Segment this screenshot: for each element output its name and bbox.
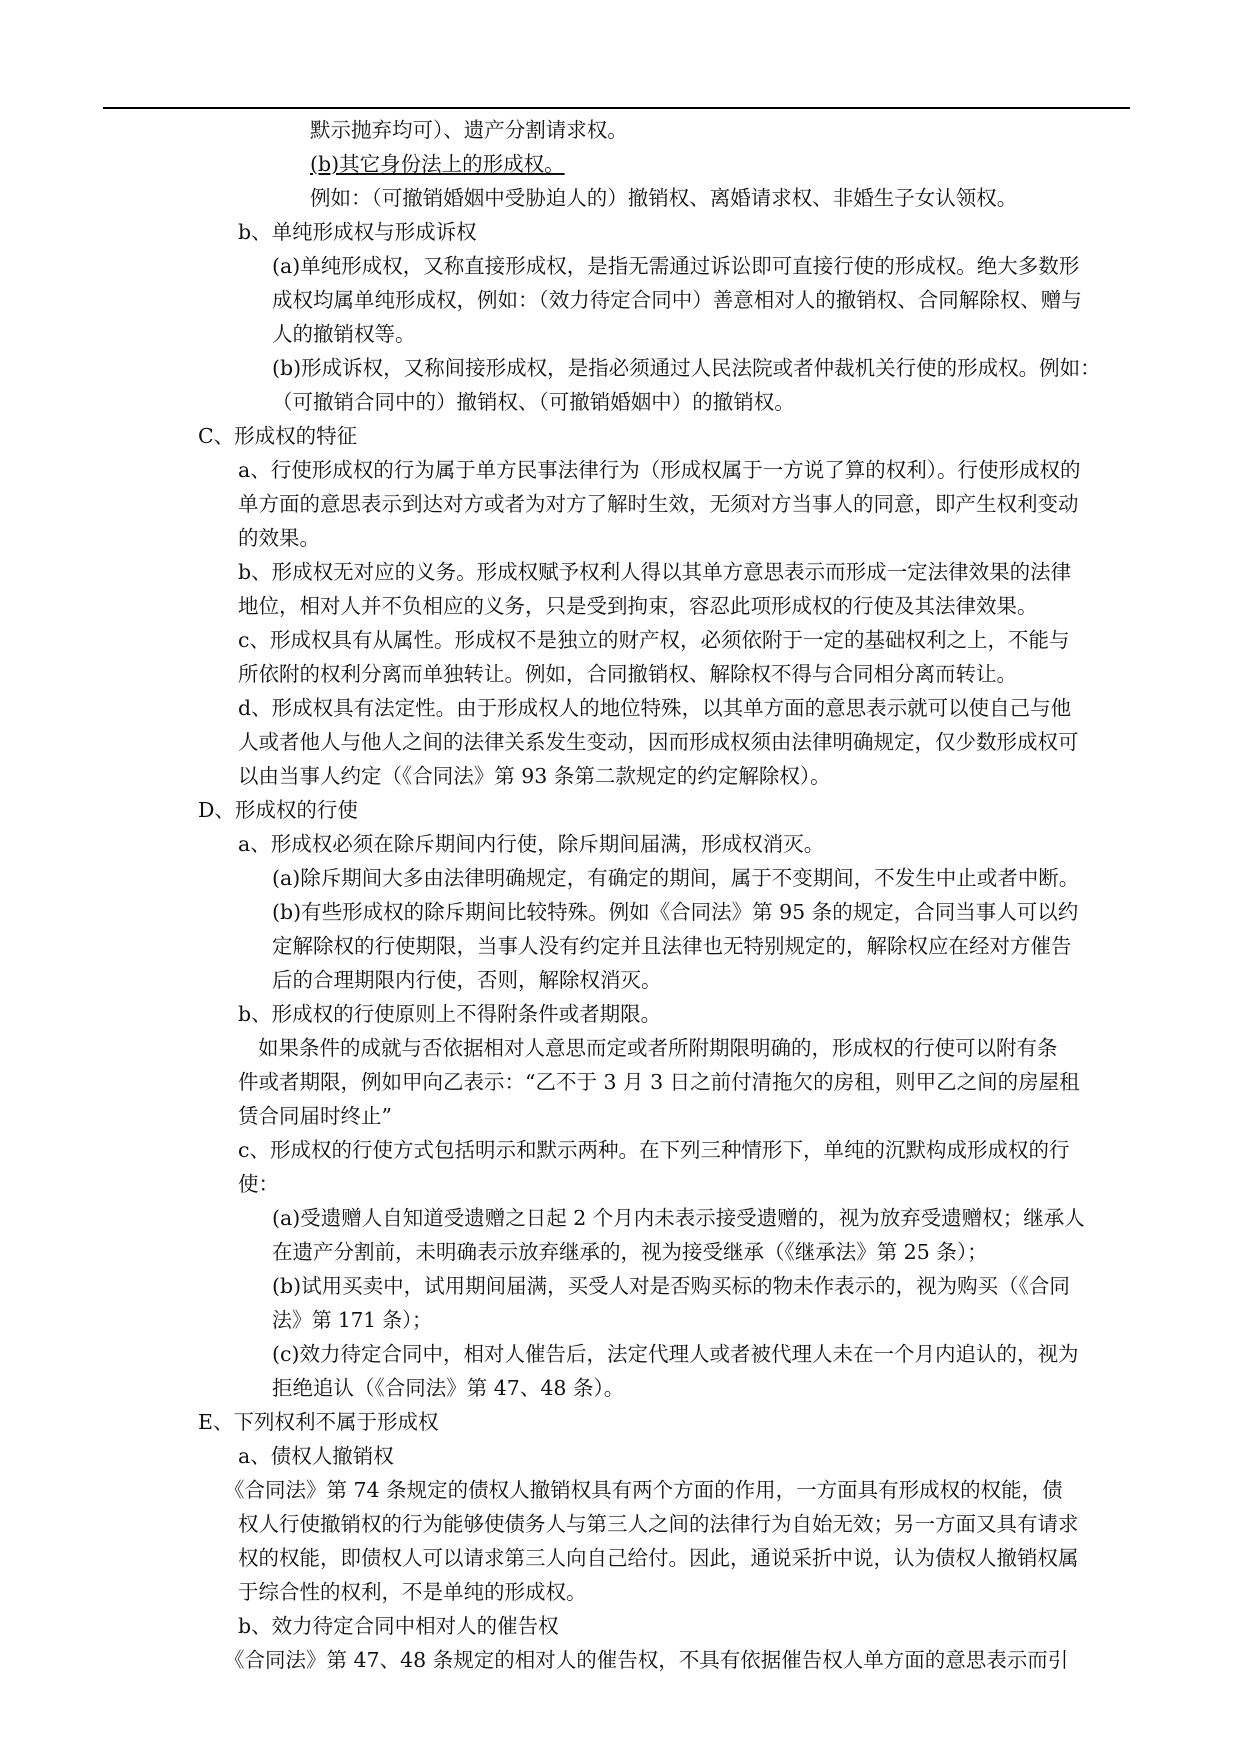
text-line: 《合同法》第 47、48 条规定的相对人的催告权，不具有依据催告权人单方面的意思表示而引 <box>224 1648 1069 1672</box>
text-line: 于综合性的权利，不是单纯的形成权。 <box>238 1580 587 1604</box>
text-line: 默示抛弃均可）、遗产分割请求权。 <box>310 118 628 142</box>
text-line: 权人行使撤销权的行为能够使债务人与第三人之间的法律行为自始无效；另一方面又具有请求 <box>238 1512 1079 1536</box>
text-line: 法》第 171 条）； <box>272 1308 432 1332</box>
text-line: 所依附的权利分离而单独转让。例如，合同撤销权、解除权不得与合同相分离而转让。 <box>238 662 1017 686</box>
text-line: (b)其它身份法上的形成权。 <box>310 152 565 176</box>
text-line: (b)形成诉权，又称间接形成权，是指必须通过人民法院或者仲裁机关行使的形成权。例如： <box>272 356 1101 380</box>
text-line: (b)有些形成权的除斥期间比较特殊。例如《合同法》第 95 条的规定，合同当事人可以约 <box>272 900 1079 924</box>
text-line: c、形成权的行使方式包括明示和默示两种。在下列三种情形下，单纯的沉默构成形成权的行 <box>238 1138 1070 1162</box>
text-line: 权的权能，即债权人可以请求第三人向自己给付。因此，通说采折中说，认为债权人撤销权属 <box>238 1546 1079 1570</box>
text-line: 的效果。 <box>238 526 320 550</box>
text-line: 例如：（可撤销婚姻中受胁迫人的）撤销权、离婚请求权、非婚生子女认领权。 <box>310 186 1018 210</box>
text-line: d、形成权具有法定性。由于形成权人的地位特殊，以其单方面的意思表示就可以使自己与他 <box>238 696 1072 720</box>
text-line: 在遗产分割前，未明确表示放弃继承的，视为接受继承（《继承法》第 25 条）； <box>272 1240 988 1264</box>
header-rule <box>103 107 1130 109</box>
text-line: 赁合同届时终止” <box>238 1104 392 1128</box>
text-line: (a)单纯形成权，又称直接形成权，是指无需通过诉讼即可直接行使的形成权。绝大多数形 <box>272 254 1080 278</box>
section-heading-e: E、下列权利不属于形成权 <box>198 1410 439 1434</box>
text-line: a、行使形成权的行为属于单方民事法律行为（形成权属于一方说了算的权利）。行使形成权的 <box>238 458 1081 482</box>
section-heading-c: C、形成权的特征 <box>198 424 358 448</box>
text-line: 如果条件的成就与否依据相对人意思而定或者所附期限明确的，形成权的行使可以附有条 <box>258 1036 1058 1060</box>
text-line: 拒绝追认（《合同法》第 47、48 条）。 <box>272 1376 625 1400</box>
text-line: 使： <box>238 1172 279 1196</box>
text-line: b、形成权无对应的义务。形成权赋予权利人得以其单方意思表示而形成一定法律效果的法律 <box>238 560 1072 584</box>
text-line: b、效力待定合同中相对人的催告权 <box>238 1614 559 1638</box>
text-line: 成权均属单纯形成权，例如：（效力待定合同中）善意相对人的撤销权、合同解除权、赠与 <box>272 288 1082 312</box>
text-line: 地位，相对人并不负相应的义务，只是受到拘束，容忍此项形成权的行使及其法律效果。 <box>238 594 1038 618</box>
text-line: (b)试用买卖中，试用期间届满，买受人对是否购买标的物未作表示的，视为购买（《合同 <box>272 1274 1070 1298</box>
text-line: (c)效力待定合同中，相对人催告后，法定代理人或者被代理人未在一个月内追认的，视为 <box>272 1342 1079 1366</box>
section-heading-d: D、形成权的行使 <box>198 798 358 822</box>
text-line: 《合同法》第 74 条规定的债权人撤销权具有两个方面的作用，一方面具有形成权的权能，债 <box>224 1478 1063 1502</box>
text-line: 单方面的意思表示到达对方或者为对方了解时生效，无须对方当事人的同意，即产生权利变动 <box>238 492 1079 516</box>
text-line: 件或者期限，例如甲向乙表示：“乙不于 3 月 3 日之前付清拖欠的房租，则甲乙之间的房屋租 <box>238 1070 1080 1094</box>
text-line: (a)受遗赠人自知道受遗赠之日起 2 个月内未表示接受遗赠的，视为放弃受遗赠权；继承人 <box>272 1206 1085 1230</box>
text-line: b、形成权的行使原则上不得附条件或者期限。 <box>238 1002 662 1026</box>
text-line: （可撤销合同中的）撤销权、（可撤销婚姻中）的撤销权。 <box>272 390 795 414</box>
section-heading-b: b、单纯形成权与形成诉权 <box>238 220 477 244</box>
text-line: 人或者他人与他人之间的法律关系发生变动，因而形成权须由法律明确规定，仅少数形成权可 <box>238 730 1079 754</box>
text-line: a、债权人撤销权 <box>238 1444 394 1468</box>
text-line: 后的合理期限内行使，否则，解除权消灭。 <box>272 968 662 992</box>
text-line: 以由当事人约定（《合同法》第 93 条第二款规定的约定解除权）。 <box>238 764 831 788</box>
text-line: (a)除斥期间大多由法律明确规定，有确定的期间，属于不变期间，不发生中止或者中断。 <box>272 866 1080 890</box>
text-line: c、形成权具有从属性。形成权不是独立的财产权，必须依附于一定的基础权利之上，不能与 <box>238 628 1070 652</box>
text-line: 定解除权的行使期限，当事人没有约定并且法律也无特别规定的，解除权应在经对方催告 <box>272 934 1072 958</box>
text-line: 人的撤销权等。 <box>272 322 416 346</box>
text-line: a、形成权必须在除斥期间内行使，除斥期间届满，形成权消灭。 <box>238 832 825 856</box>
